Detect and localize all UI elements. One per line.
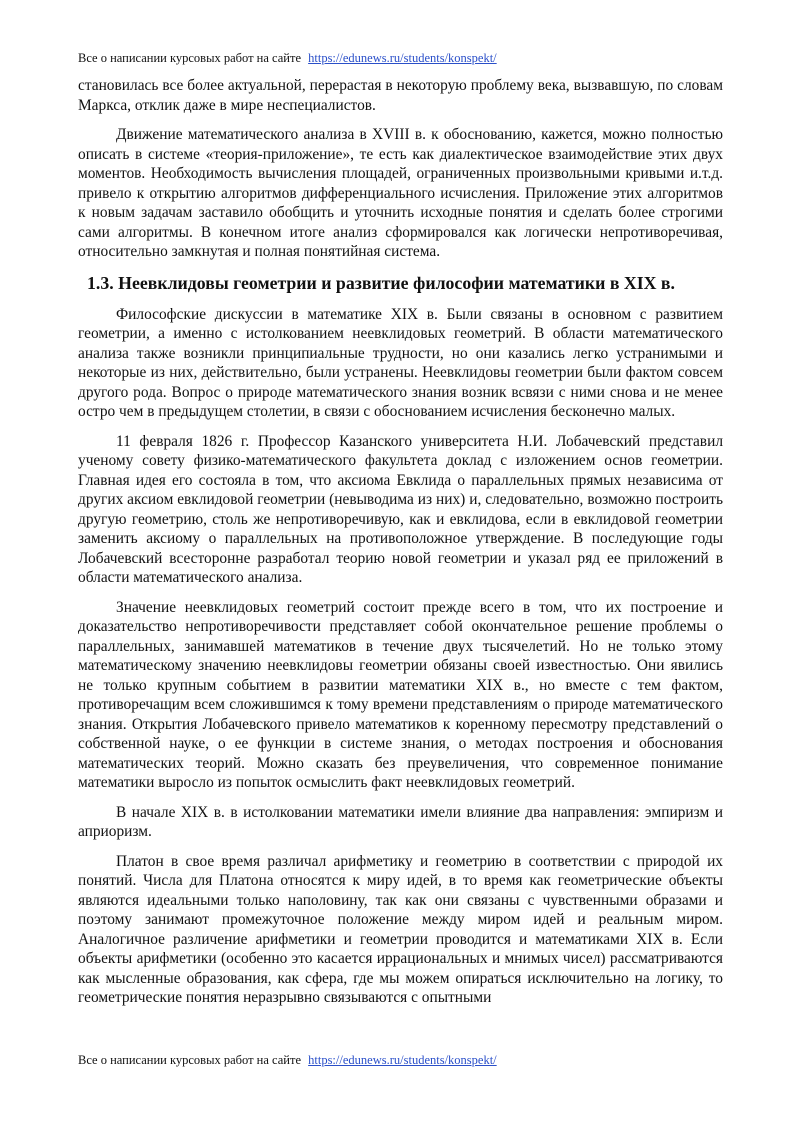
document-body [78, 76, 723, 1018]
paragraph-analysis-movement: Движение математического анализа в XVIII в. к обоснованию, кажется, можно полностью описать в системе «теория-приложение», те есть как диалектическое взаимодействие этих двух моментов. Необходимость вычисления площадей, ограниченных произвольными кривыми и.т.д. привело к открытию алгоритмов дифференциального исчисления. Приложение этих алгоритмов к новым задачам заставило обобщить и уточнить исходные понятия и сделать более строгими сами алгоритмы. В конечном итоге анализ сформировался как логически непротиворечивая, относительно замкнутая и полная понятийная система. [78, 126, 723, 260]
paragraph-lobachevsky: 11 февраля 1826 г. Профессор Казанского университета Н.И. Лобачевский представил ученому совету физико-математического факультета доклад с изложением основ геометрии. Главная идея его состояла в том, что аксиома Евклида о параллельных прямых независима от других аксиом евклидовой геометрии (невыводима из них) и, следовательно, возможно построить другую геометрию, столь же непротиворечивую, как и евклидова, если в евклидовой геометрии заменить аксиому о параллельных на противоположное утверждение. В последующие годы Лобачевский всесторонне разработал теорию новой геометрии и указал ряд ее приложений в области математического анализа. [78, 432, 723, 586]
paragraph-two-directions: В начале XIX в. в истолковании математики имели влияние два направления: эмпиризм и априоризм. [78, 803, 723, 840]
page-header [78, 50, 497, 66]
paragraph-continuation: становилась все более актуальной, перерастая в некоторую проблему века, вызвавшую, по словам Маркса, отклик даже в мире неспециалистов. [78, 77, 723, 114]
paragraph-significance: Значение неевклидовых геометрий состоит прежде всего в том, что их построение и доказательство непротиворечивости представляет собой окончательное решение проблемы о параллельных, занимавшей математиков в течение двух тысячелетий. Но не только этому математическому значению неевклидовы геометрии обязаны своей известностью. Они явились не только крупным событием в развитии математики XIX в., но вместе с тем фактом, противоречащим всем сложившимся к тому времени представлениям о природе математического знания. Открытия Лобачевского привело математиков к коренному пересмотру представлений о собственной науке, о ее функции в системе знания, о методах построения и обоснования математических теорий. Можно сказать без преувеличения, что современное понимание математики выросло из попыток осмыслить факт неевклидовых геометрий. [78, 598, 723, 791]
header-text: Все о написании курсовых работ на сайте [78, 51, 301, 65]
paragraph-philosophical-discussions: Философские дискуссии в математике XIX в. Были связаны в основном с развитием геометрии, а именно с истолкованием неевклидовых геометрий. В области математического анализа также возникли принципиальные трудности, но они казались легко устранимыми и некоторые из них, действительно, были устранены. Неевклидовы геометрии были фактом совсем другого рода. Вопрос о природе математического знания возник всвязи с ними снова и не менее остро чем в предыдущем столетии, в связи с обоснованием исчисления бесконечно малых. [78, 305, 723, 420]
footer-text: Все о написании курсовых работ на сайте [78, 1053, 301, 1067]
paragraph-plato: Платон в свое время различал арифметику и геометрию в соответствии с природой их понятий. Числа для Платона относятся к миру идей, в то время как геометрические объекты являются идеальными только наполовину, так как они связаны с чувственными образами и поэтому занимают промежуточное положение между миром идей и реальным миром. Аналогичное различение арифметики и геометрии проводится и математиками XIX в. Если объекты арифметики (особенно это касается иррациональных и мнимых чисел) рассматриваются как мысленные образования, как сфера, где мы можем опираться исключительно на логику, то геометрические понятия неразрывно связываются с опытными [78, 852, 723, 1006]
footer-link[interactable]: https://edunews.ru/students/konspekt/ [308, 1053, 497, 1067]
header-link[interactable]: https://edunews.ru/students/konspekt/ [308, 51, 497, 65]
page-footer [78, 1052, 497, 1068]
section-heading: 1.3. Неевклидовы геометрии и развитие философии математики в XIX в. [87, 272, 675, 293]
